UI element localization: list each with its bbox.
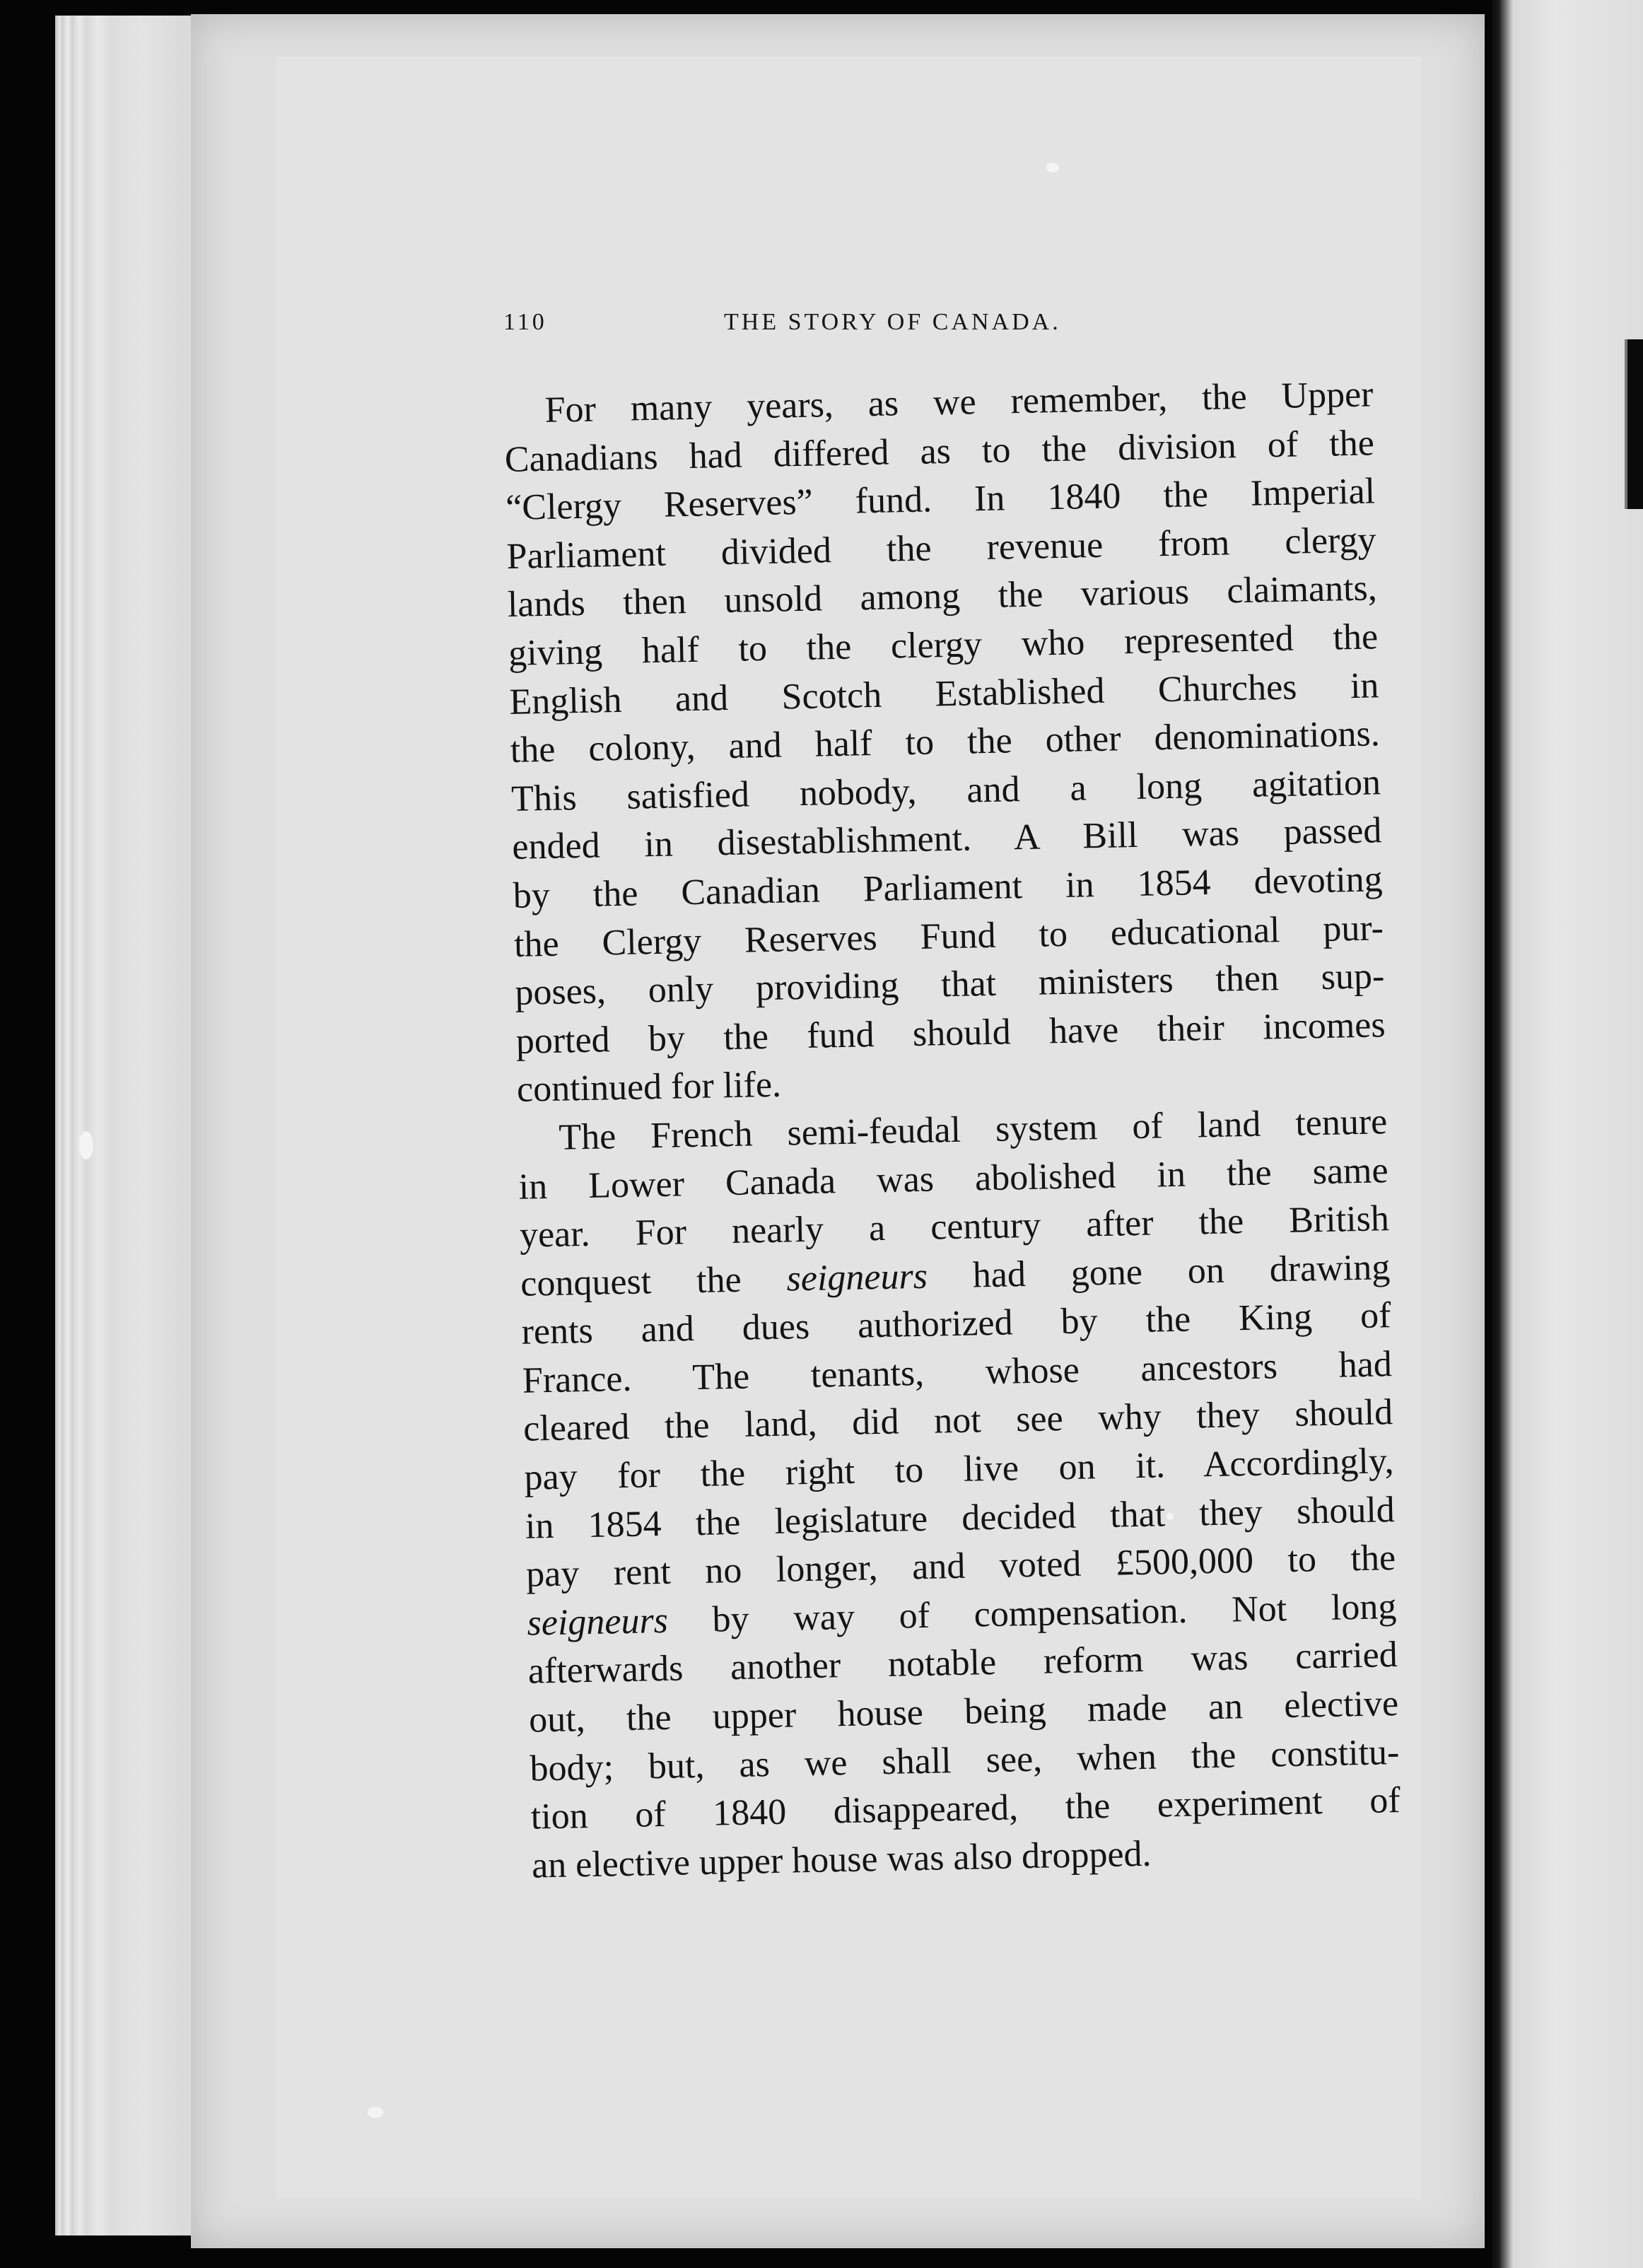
- text-line: France. The tenants, whose ancestors had: [522, 1344, 1393, 1401]
- text-line: ported by the fund should have their incomes: [515, 1004, 1386, 1062]
- text-line: the Clergy Reserves Fund to educational pur-: [513, 907, 1384, 965]
- paragraph: [518, 1098, 1402, 1890]
- text-line: Parliament divided the revenue from clergy: [506, 520, 1376, 577]
- facing-page-edge: [1492, 0, 1643, 2268]
- text-line: the colony, and half to the other denominations.: [510, 713, 1381, 771]
- text-line: year. For nearly a century after the British: [519, 1198, 1390, 1256]
- scan-speck: [1046, 163, 1059, 173]
- italic-term: seigneurs: [527, 1600, 669, 1644]
- text-line: in 1854 the legislature decided that they should: [525, 1489, 1396, 1547]
- text-line: an elective upper house was also dropped.: [531, 1833, 1152, 1886]
- running-head: [503, 309, 1210, 351]
- text-line: For many years, as we remember, the Upper: [544, 374, 1374, 431]
- text-line: English and Scotch Established Churches in: [508, 665, 1379, 723]
- text-line: poses, only providing that ministers then sup-: [514, 956, 1385, 1013]
- text-line: seigneurs by way of compensation. Not long: [527, 1586, 1397, 1644]
- text-line: cleared the land, did not see why they should: [522, 1392, 1393, 1450]
- text-line: “Clergy Reserves” fund. In 1840 the Imperial: [505, 471, 1376, 529]
- text-line: lands then unsold among the various claimants,: [507, 568, 1378, 626]
- text-line: body; but, as we shall see, when the constitu-: [529, 1731, 1400, 1789]
- scan-speck: [368, 2107, 383, 2118]
- page-number: 110: [503, 309, 547, 335]
- text-line: continued for life.: [516, 1064, 782, 1111]
- body-text: [503, 370, 1402, 1890]
- text-line: pay for the right to live on it. Accordingly,: [524, 1441, 1394, 1498]
- text-line: pay rent no longer, and voted £500,000 to the: [525, 1538, 1396, 1595]
- page-tab-marker: [1625, 339, 1643, 509]
- text-line: tion of 1840 disappeared, the experiment of: [530, 1780, 1401, 1837]
- text-line: ended in disestablishment. A Bill was passed: [511, 810, 1382, 868]
- running-title: THE STORY OF CANADA.: [724, 309, 1061, 335]
- text-line: This satisfied nobody, and a long agitation: [510, 762, 1381, 819]
- text-line: The French semi-feudal system of land tenure: [558, 1101, 1388, 1158]
- text-line: giving half to the clergy who represented the: [508, 616, 1379, 674]
- text-line: Canadians had differed as to the division of the: [504, 422, 1375, 480]
- text-line: in Lower Canada was abolished in the same: [518, 1150, 1389, 1208]
- scan-speck: [79, 1131, 93, 1159]
- text-line: by the Canadian Parliament in 1854 devoting: [513, 859, 1384, 916]
- text-line: afterwards another notable reform was carried: [527, 1635, 1398, 1693]
- paragraph: [503, 370, 1387, 1114]
- text-line: out, the upper house being made an elective: [528, 1683, 1399, 1741]
- italic-term: seigneurs: [786, 1256, 928, 1299]
- text-line: conquest the seigneurs had gone on drawing: [520, 1246, 1391, 1304]
- text-line: rents and dues authorized by the King of: [521, 1295, 1391, 1353]
